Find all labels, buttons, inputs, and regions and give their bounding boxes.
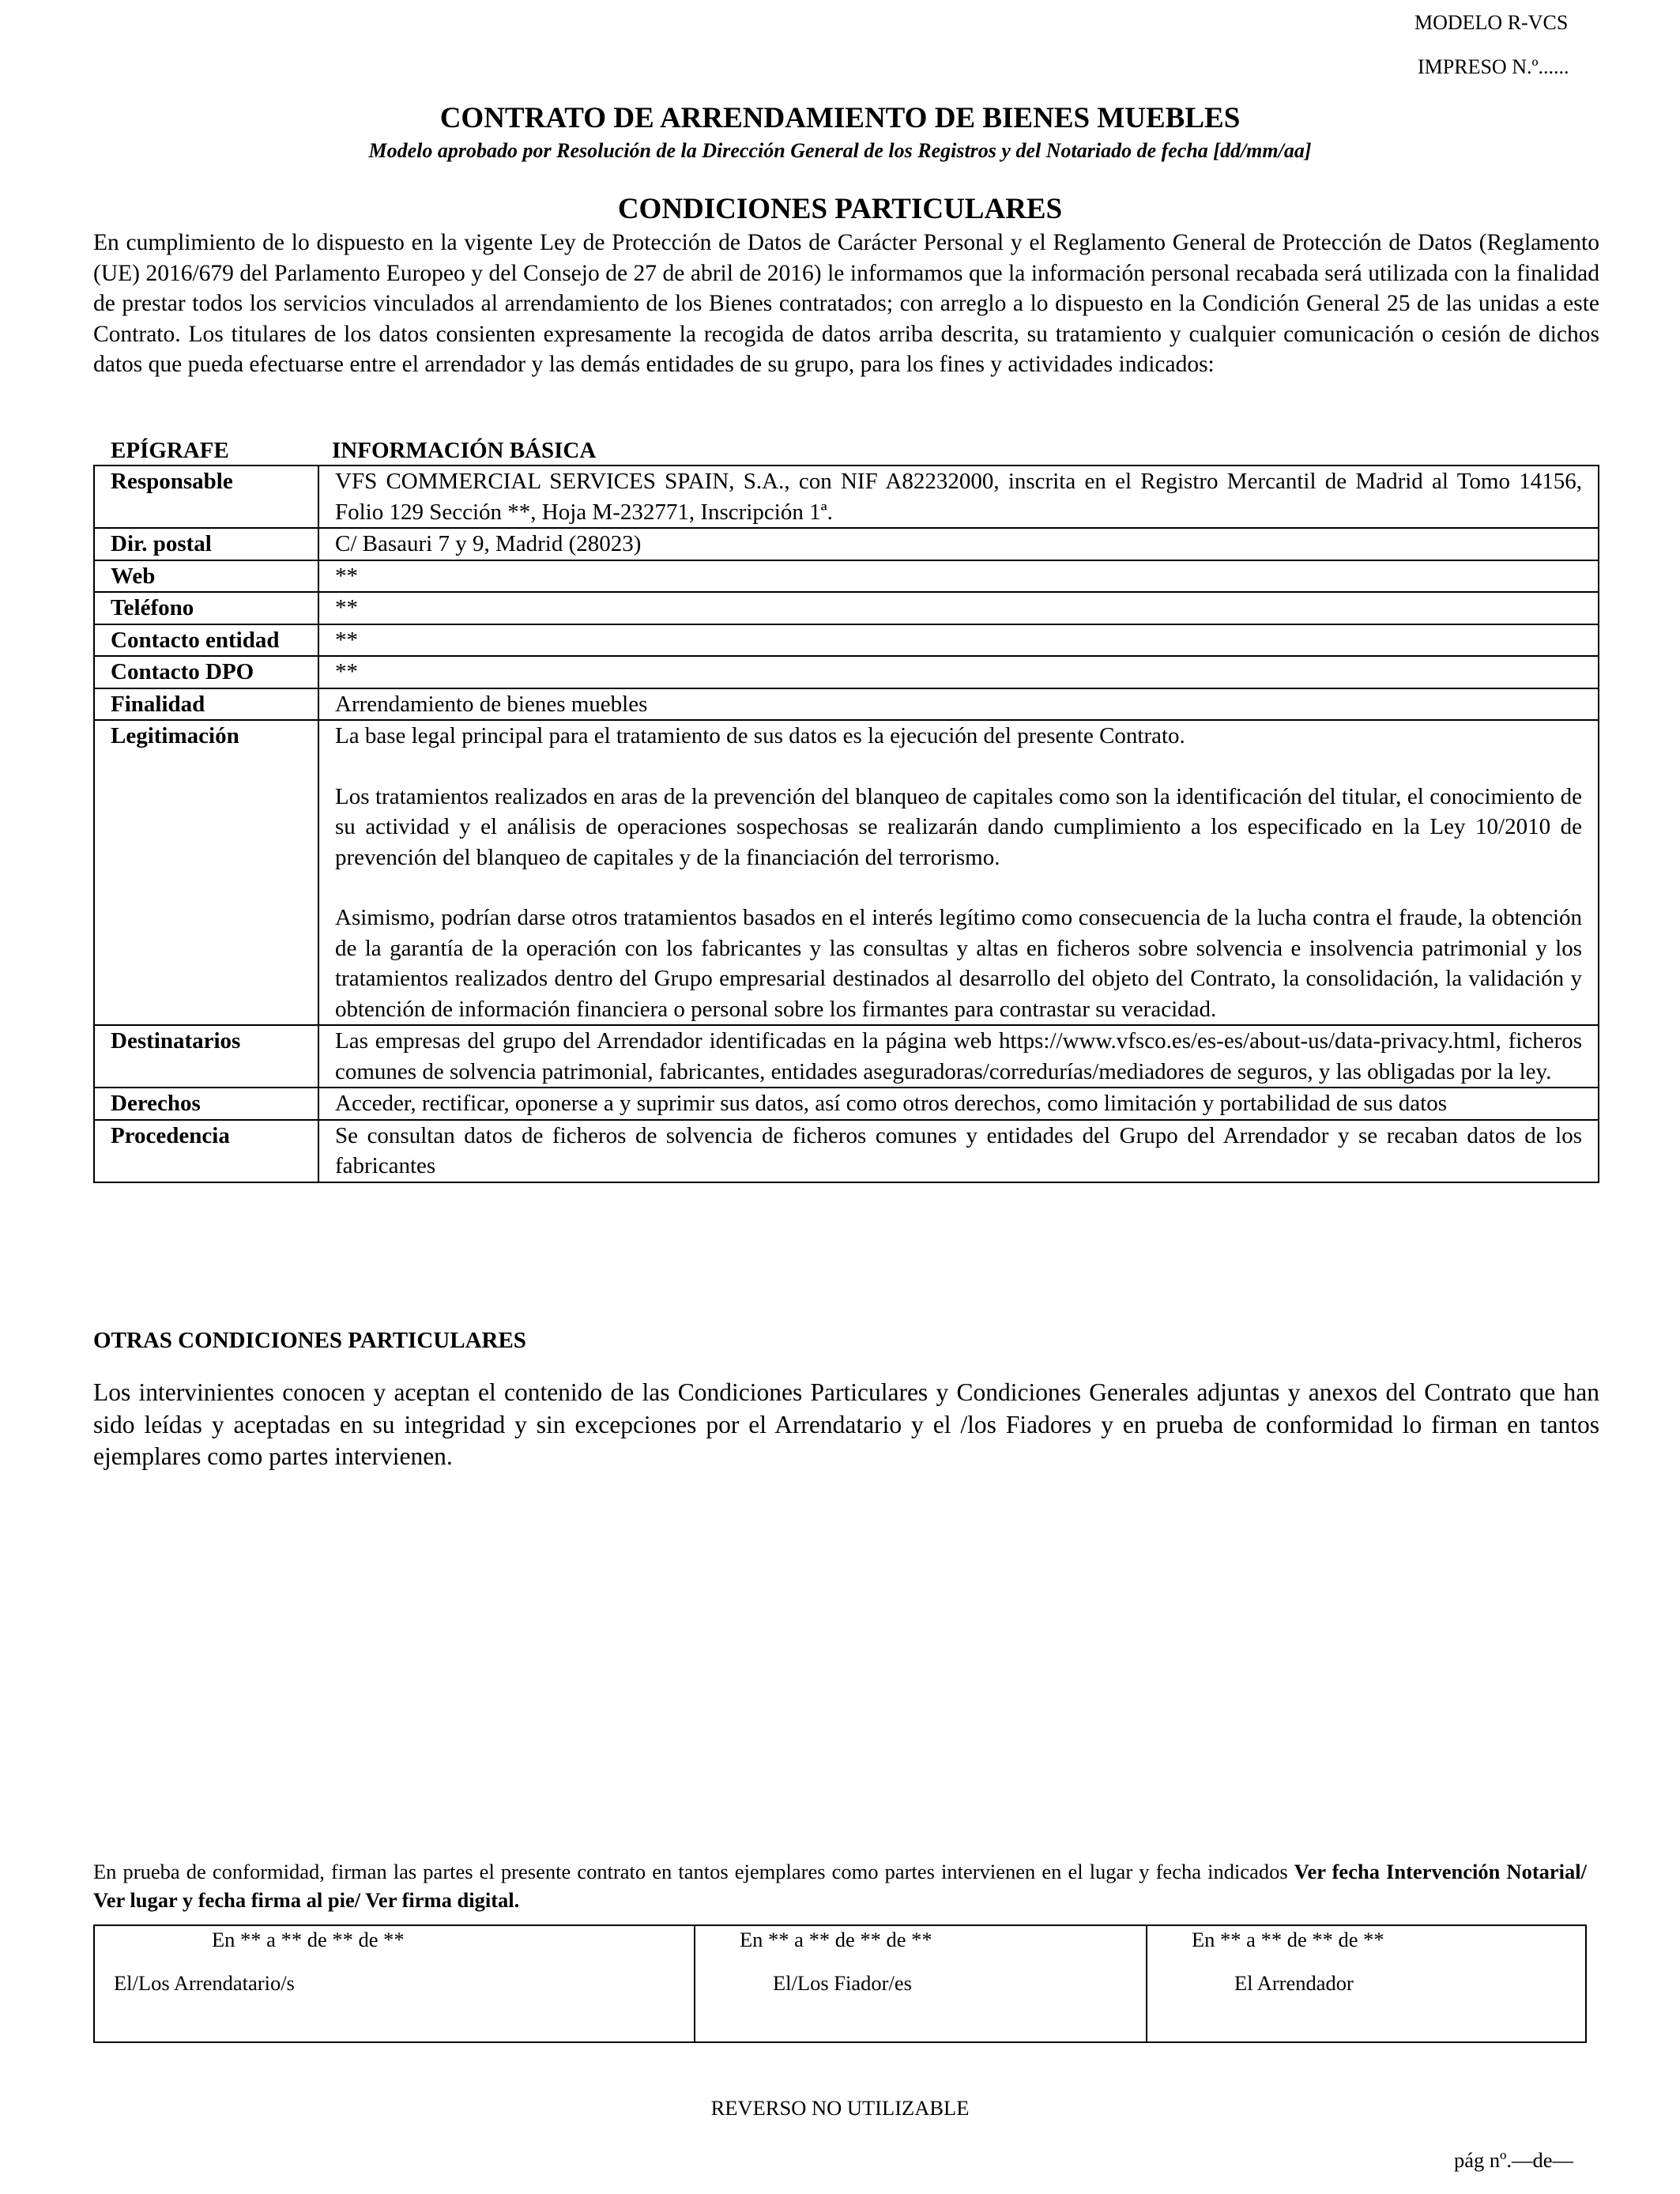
table-row (94, 1025, 1599, 1088)
page-number: pág nº.—de— (1454, 2148, 1573, 2172)
document-subtitle: Modelo aprobado por Resolución de la Dirección General de los Registros y del Notariado de fecha [dd/mm/aa] (368, 139, 1312, 162)
table-row (94, 1120, 1599, 1182)
document-title: CONTRATO DE ARRENDAMIENTO DE BIENES MUEBLES (439, 102, 1241, 134)
signature-role: El/Los Arrendatario/s (114, 1971, 295, 1995)
signature-role: El/Los Fiador/es (773, 1971, 912, 1995)
signature-cell-arrendatario[interactable] (94, 1925, 695, 2042)
row-label: Legitimación (94, 720, 318, 1025)
row-value: ** (318, 656, 1599, 688)
row-label: Finalidad (94, 688, 318, 721)
row-value (318, 720, 1599, 1025)
table-header-informacion: INFORMACIÓN BÁSICA (332, 438, 597, 463)
signature-cell-fiador[interactable] (695, 1925, 1147, 2042)
table-row (94, 560, 1599, 593)
conformidad-statement (93, 1857, 1587, 1914)
table-row (94, 592, 1599, 624)
signature-role: El Arrendador (1234, 1971, 1354, 1995)
legitimacion-paragraph: Los tratamientos realizados en aras de la prevención del blanqueo de capitales como son la identificación del titular, el conocimiento de su actividad y el análisis de operaciones sospechosas se realizarán dando cumplimiento a los especificado en la Ley 10/2010 de prevención del blanqueo de capitales y de la financiación del terrorismo. (335, 783, 1582, 870)
signature-row (94, 1925, 1586, 2042)
table-header-epigrafe: EPÍGRAFE (111, 438, 229, 463)
modelo-label: MODELO R-VCS (1414, 11, 1569, 34)
condiciones-particulares-heading: CONDICIONES PARTICULARES (617, 193, 1063, 225)
conformidad-bold: Ver fecha Intervención Notarial/ Ver lugar y fecha firma al pie/ Ver firma digital. (93, 1860, 1587, 1912)
table-row (94, 528, 1599, 560)
row-label: Contacto entidad (94, 624, 318, 657)
row-value: VFS COMMERCIAL SERVICES SPAIN, S.A., con NIF A82232000, inscrita en el Registro Mercantil de Madrid al Tomo 14156, Folio 129 Sección **, Hoja M-232771, Inscripción 1ª. (318, 466, 1599, 528)
row-value: C/ Basauri 7 y 9, Madrid (28023) (318, 528, 1599, 560)
row-label: Contacto DPO (94, 656, 318, 688)
signature-date: En ** a ** de ** de ** (740, 1928, 932, 1951)
table-row (94, 466, 1599, 528)
row-value: Se consultan datos de ficheros de solvencia de ficheros comunes y entidades del Grupo del Arrendador y se recaban datos de los fabricantes (318, 1120, 1599, 1182)
row-value: ** (318, 560, 1599, 593)
signature-date: En ** a ** de ** de ** (1192, 1928, 1384, 1951)
row-label: Derechos (94, 1088, 318, 1120)
legitimacion-paragraph: La base legal principal para el tratamiento de sus datos es la ejecución del presente Contrato. (335, 723, 1185, 748)
row-label: Teléfono (94, 592, 318, 624)
impreso-number: IMPRESO N.º...... (1418, 55, 1569, 78)
signature-table (93, 1924, 1587, 2043)
row-label: Dir. postal (94, 528, 318, 560)
row-value: Arrendamiento de bienes muebles (318, 688, 1599, 721)
row-value: ** (318, 592, 1599, 624)
data-protection-table (93, 465, 1599, 1183)
data-protection-intro: En cumplimiento de lo dispuesto en la vigente Ley de Protección de Datos de Carácter Personal y el Reglamento General de Protección de Datos (Reglamento (UE) 2016/679 del Parlamento Europeo y del Consejo de 27 de abril de 2016) le informamos que la información personal recabada será utilizada con la finalidad de prestar todos los servicios vinculados al arrendamiento de los Bienes contratados; con arreglo a lo dispuesto en la Condición General 25 de las unidas a este Contrato. Los titulares de los datos consienten expresamente la recogida de datos arriba descrita, su tratamiento y cualquier comunicación o cesión de dichos datos que pueda efectuarse entre el arrendador y las demás entidades de su grupo, para los fines y actividades indicados: (93, 230, 1599, 377)
table-row (94, 656, 1599, 688)
table-row (94, 1088, 1599, 1120)
signature-date: En ** a ** de ** de ** (212, 1928, 405, 1951)
row-label: Procedencia (94, 1120, 318, 1182)
row-value: ** (318, 624, 1599, 657)
otras-condiciones-heading: OTRAS CONDICIONES PARTICULARES (93, 1328, 526, 1353)
conformidad-text: En prueba de conformidad, firman las partes el presente contrato en tantos ejemplares como partes intervienen en el lugar y fecha indicados (93, 1860, 1288, 1883)
row-value: Acceder, rectificar, oponerse a y suprimir sus datos, así como otros derechos, como limitación y portabilidad de sus datos (318, 1088, 1599, 1120)
table-row (94, 624, 1599, 657)
table-row (94, 688, 1599, 721)
reverso-notice: REVERSO NO UTILIZABLE (710, 2096, 970, 2120)
table-row (94, 720, 1599, 1025)
signature-cell-arrendador[interactable] (1147, 1925, 1586, 2042)
legitimacion-paragraph: Asimismo, podrían darse otros tratamientos basados en el interés legítimo como consecuencia de la lucha contra el fraude, la obtención de la garantía de la operación con los fabricantes y las consultas y altas en ficheros sobre solvencia e insolvencia patrimonial y los tratamientos realizados dentro del Grupo empresarial destinados al desarrollo del objeto del Contrato, la consolidación, la validación y obtención de información financiera o personal sobre los firmantes para contrastar su veracidad. (335, 905, 1582, 1022)
otras-condiciones-text: Los intervinientes conocen y aceptan el contenido de las Condiciones Particulares y Condiciones Generales adjuntas y anexos del Contrato que han sido leídas y aceptadas en su integridad y sin excepciones por el Arrendatario y el /los Fiadores y en prueba de conformidad lo firman en tantos ejemplares como partes intervienen. (93, 1378, 1599, 1470)
row-value: Las empresas del grupo del Arrendador identificadas en la página web https://www.vfsco.es/es-es/about-us/data-privacy.html, ficheros comunes de solvencia patrimonial, fabricantes, entidades aseguradoras/corredurías/mediadores de seguros, y las obligadas por la ley. (318, 1025, 1599, 1088)
row-label: Web (94, 560, 318, 593)
row-label: Destinatarios (94, 1025, 318, 1088)
row-label: Responsable (94, 466, 318, 528)
